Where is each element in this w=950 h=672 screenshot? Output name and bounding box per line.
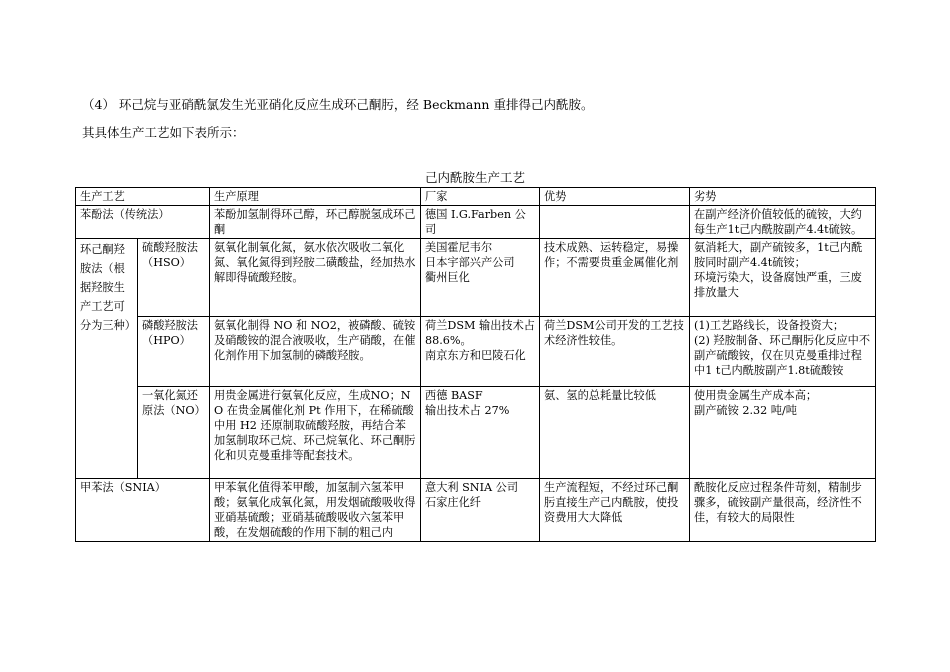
hpo-process: 磷酸羟胺法（HPO） — [138, 317, 210, 387]
no-disadvantage-line: 副产硫铵 2.32 吨/吨 — [694, 404, 797, 417]
no-maker-line: 输出技术占 27% — [425, 404, 510, 417]
header-principle: 生产原理 — [210, 188, 421, 206]
no-principle: 用贵金属进行氨氧化反应，生成NO；NO 在贵金属催化剂 Pt 作用下，在稀硫酸中用 H2 还原制取硫酸羟胺，再结合苯加氢制取环己烷、环己烷氧化、环己酮肟化和贝克曼重排等配套技术。 — [210, 387, 421, 479]
oxime-group-label: 环己酮羟胺法（根据羟胺生产工艺可分为三种） — [76, 239, 138, 479]
table-row-phenol — [76, 206, 876, 239]
phenol-principle: 苯酚加氢制得环己醇，环己醇脱氢成环己酮 — [210, 206, 421, 239]
toluene-principle: 甲苯氧化值得苯甲酸，加氢制六氢苯甲酸；氨氧化成氧化氮，用发烟硫酸吸收得亚硝基硫酸；亚硝基硫酸吸收六氢苯甲酸，在发烟硫酸的作用下制的粗己内 — [210, 479, 421, 542]
table-row-hpo — [76, 317, 876, 387]
table-row-no — [76, 387, 876, 479]
header-advantage: 优势 — [540, 188, 690, 206]
no-process: 一氧化氮还原法（NO） — [138, 387, 210, 479]
table-row-toluene — [76, 479, 876, 542]
table-caption: 己内酰胺生产工艺 — [424, 170, 525, 185]
hpo-maker-line: 荷兰DSM 输出技术占88.6%。 — [425, 319, 535, 347]
hpo-disadvantage-line: (2) 羟胺制备、环己酮肟化反应中不副产硫酸铵，仅在贝克曼重排过程中1 t己内酰胺副产1.8t硫酸铵 — [694, 334, 871, 377]
phenol-disadvantage: 在副产经济价值较低的硫铵，大约每生产1t己内酰胺副产4.4t硫铵。 — [690, 206, 876, 239]
hpo-disadvantage-line: (1)工艺路线长，设备投资大； — [694, 319, 845, 332]
header-process: 生产工艺 — [76, 188, 210, 206]
toluene-advantage: 生产流程短，不经过环己酮肟直接生产己内酰胺，使投资费用大大降低 — [540, 479, 690, 542]
table-header-row — [76, 188, 876, 206]
header-maker: 厂家 — [421, 188, 540, 206]
hso-advantage: 技术成熟、运转稳定，易操作；不需要贵重金属催化剂 — [540, 239, 690, 317]
hpo-maker — [421, 317, 540, 387]
header-disadvantage: 劣势 — [690, 188, 876, 206]
hso-disadvantage-line: 环境污染大，设备腐蚀严重，三废排放量大 — [694, 271, 862, 299]
table-row-hso — [76, 239, 876, 317]
toluene-process: 甲苯法（SNIA） — [76, 479, 210, 542]
hso-disadvantage-line: 氨消耗大，副产硫铵多，1t己内酰胺同时副产4.4t硫铵； — [694, 241, 863, 269]
toluene-maker — [421, 479, 540, 542]
toluene-maker-line: 石家庄化纤 — [425, 496, 481, 509]
no-disadvantage-line: 使用贵金属生产成本高； — [694, 389, 818, 402]
phenol-maker: 德国 I.G.Farben 公司 — [421, 206, 540, 239]
process-table — [75, 187, 876, 542]
toluene-maker-line: 意大利 SNIA 公司 — [425, 481, 519, 494]
no-maker — [421, 387, 540, 479]
no-disadvantage — [690, 387, 876, 479]
hso-maker-line: 衢州巨化 — [425, 271, 470, 284]
hpo-principle: 氨氧化制得 NO 和 NO2，被磷酸、硫铵及硝酸铵的混合液吸收，生产硝酸，在催化剂作用下加氢制的磷酸羟胺。 — [210, 317, 421, 387]
intro-paragraph-2: 其具体生产工艺如下表所示： — [82, 125, 245, 140]
hso-principle: 氨氧化制氧化氮，氨水依次吸收二氧化氮、氧化氮得到羟胺二磺酸盐，经加热水解即得硫酸羟胺。 — [210, 239, 421, 317]
no-maker-line: 西德 BASF — [425, 389, 483, 402]
hpo-advantage: 荷兰DSM公司开发的工艺技术经济性较佳。 — [540, 317, 690, 387]
hpo-maker-line: 南京东方和巴陵石化 — [425, 349, 526, 362]
hso-maker-line: 美国霍尼韦尔 — [425, 241, 493, 254]
hpo-disadvantage — [690, 317, 876, 387]
no-advantage: 氨、氢的总耗量比较低 — [540, 387, 690, 479]
hso-disadvantage — [690, 239, 876, 317]
hso-maker — [421, 239, 540, 317]
phenol-process: 苯酚法（传统法） — [76, 206, 210, 239]
hso-maker-line: 日本宇部兴产公司 — [425, 256, 515, 269]
intro-paragraph-1: （4） 环己烷与亚硝酰氯发生光亚硝化反应生成环己酮肟，经 Beckmann 重排得己内酰胺。 — [82, 97, 594, 112]
hso-process: 硫酸羟胺法（HSO） — [138, 239, 210, 317]
phenol-advantage — [540, 206, 690, 239]
toluene-disadvantage: 酰胺化反应过程条件苛刻，精制步骤多，硫铵副产量很高，经济性不佳，有较大的局限性 — [690, 479, 876, 542]
